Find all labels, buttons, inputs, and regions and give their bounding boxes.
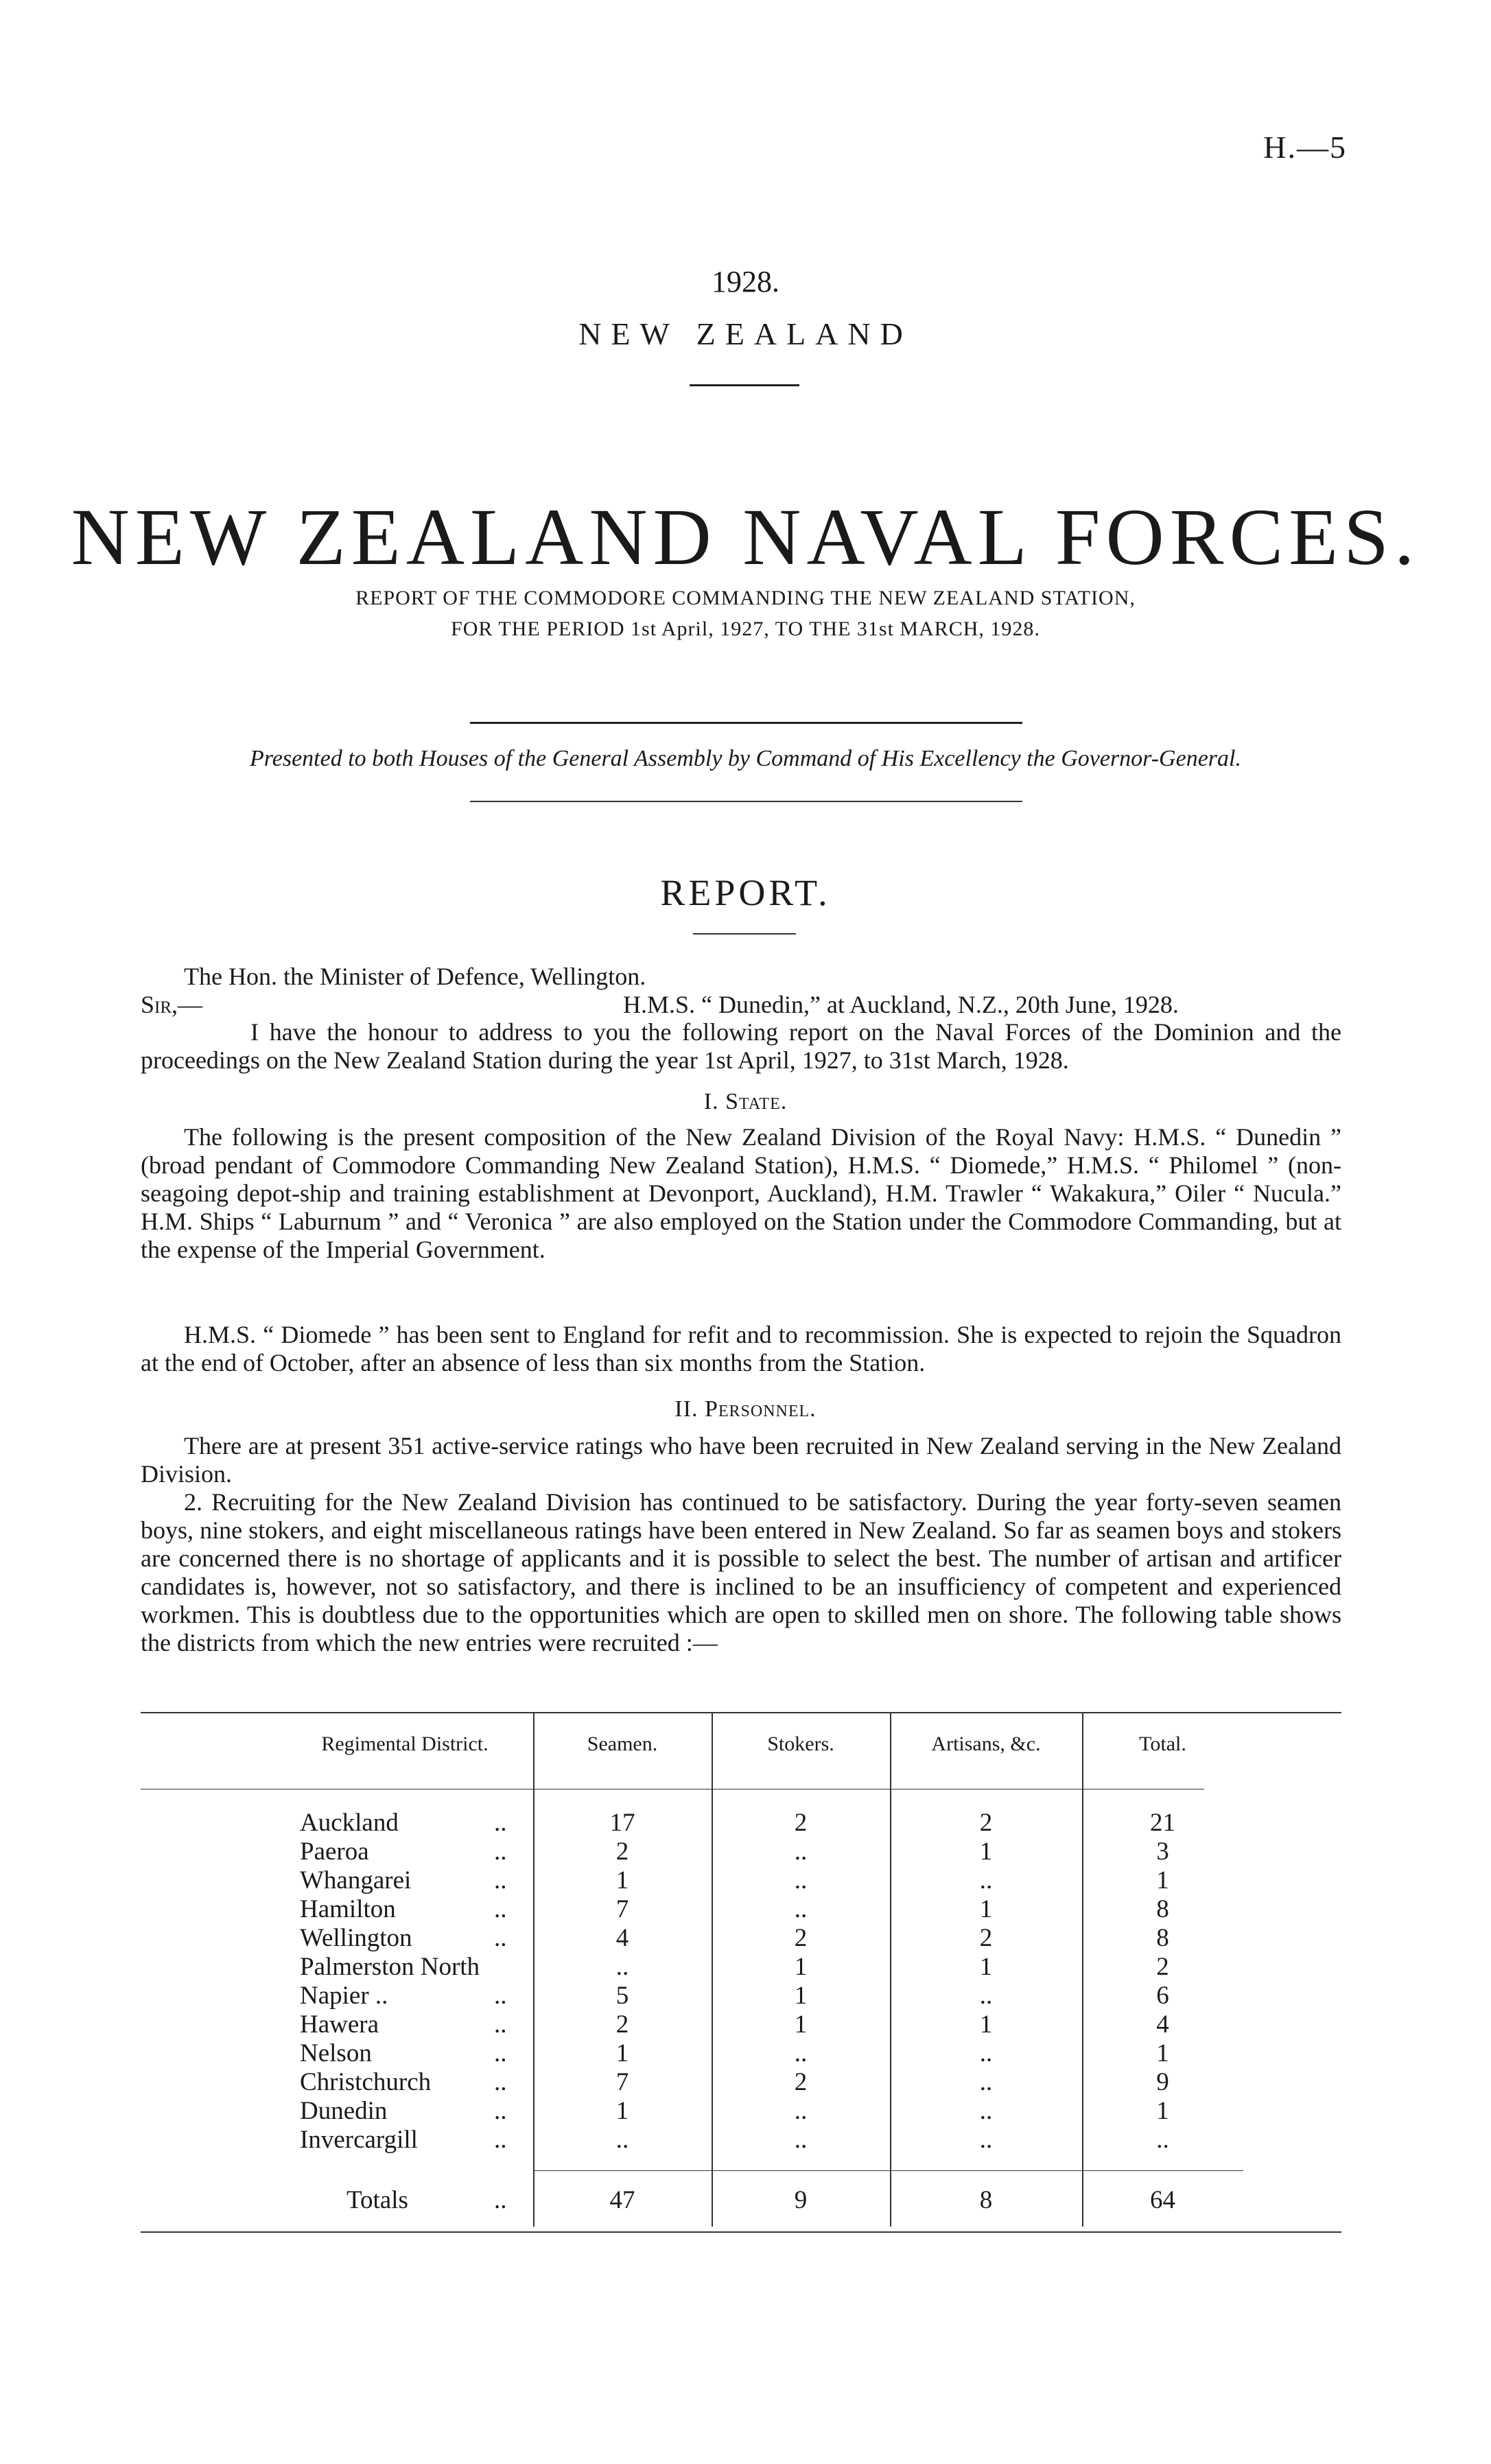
column-header-artisans: Artisans, &c. — [931, 1733, 1041, 1755]
total-value: 1 — [1156, 1866, 1169, 1894]
totals-total: 64 — [1150, 2186, 1175, 2214]
intro-paragraph: I have the honour to address to you the following report on the Naval Forces of the Dominion and the proceedings on the New Zealand Station during the year 1st April, 1927, to 31st March, 1928. — [141, 1018, 1341, 1074]
leader-dots: .. — [494, 1895, 507, 1923]
seamen-value: 17 — [609, 1809, 635, 1837]
table-row — [141, 2067, 1341, 2096]
artisans-value: .. — [979, 2039, 993, 2067]
artisans-value: .. — [979, 2097, 993, 2125]
seamen-value: .. — [615, 2126, 629, 2154]
stokers-value: 1 — [794, 1982, 808, 2010]
totals-seamen: 47 — [609, 2186, 635, 2214]
district-name: Christchurch — [300, 2068, 432, 2096]
subtitle-line-1: REPORT OF THE COMMODORE COMMANDING THE NEW ZEALAND STATION, — [355, 587, 1136, 609]
district-name: Dunedin — [300, 2097, 388, 2125]
seamen-value: 1 — [615, 2039, 629, 2067]
table-bottom-rule — [141, 2231, 1341, 2233]
section-heading-state: I. State. — [703, 1089, 788, 1114]
artisans-value: 2 — [979, 1924, 993, 1952]
total-value: 6 — [1156, 1982, 1169, 2010]
leader-dots: .. — [494, 1838, 507, 1866]
column-header-total: Total. — [1139, 1733, 1186, 1755]
seamen-value: 2 — [615, 1838, 629, 1866]
leader-dots: .. — [494, 2039, 507, 2067]
artisans-value: 1 — [979, 1895, 993, 1923]
table-row — [141, 2039, 1341, 2067]
table-row — [141, 1952, 1341, 1981]
table-row — [141, 1894, 1341, 1923]
divider — [470, 722, 1022, 724]
country-heading: NEW ZEALAND — [578, 316, 913, 351]
table-top-rule — [141, 1712, 1341, 1713]
stokers-value: .. — [794, 2097, 808, 2125]
total-value: 3 — [1156, 1838, 1169, 1866]
table-row — [141, 2125, 1341, 2154]
district-name: Hamilton — [300, 1895, 396, 1923]
presented-line: Presented to both Houses of the General Assembly by Command of His Excellency the Governor-General. — [250, 746, 1241, 771]
artisans-value: .. — [979, 1982, 993, 2010]
seamen-value: 7 — [615, 2068, 629, 2096]
artisans-value: .. — [979, 1866, 993, 1894]
table-row — [141, 1866, 1341, 1894]
totals-row — [141, 2185, 1341, 2214]
leader-dots: .. — [494, 2010, 507, 2039]
totals-artisans: 8 — [979, 2186, 993, 2214]
totals-rule — [533, 2170, 1243, 2171]
table-row — [141, 2096, 1341, 2125]
seamen-value: 4 — [615, 1924, 629, 1952]
total-value: 9 — [1156, 2068, 1169, 2096]
divider — [690, 384, 799, 386]
document-code: H.—5 — [1263, 130, 1347, 165]
total-value: .. — [1156, 2126, 1169, 2154]
table-row — [141, 2010, 1341, 2039]
totals-label: Totals — [347, 2186, 408, 2214]
artisans-value: 1 — [979, 2010, 993, 2039]
total-value: 8 — [1156, 1924, 1169, 1952]
stokers-value: 1 — [794, 1953, 808, 1981]
district-name: Paeroa — [300, 1838, 369, 1866]
seamen-value: 2 — [615, 2010, 629, 2039]
state-paragraph-2: H.M.S. “ Diomede ” has been sent to England for refit and to recommission. She is expected to rejoin the Squadron at the end of October, after an absence of less than six months from the Station. — [141, 1321, 1341, 1376]
district-name: Wellington — [300, 1924, 412, 1952]
column-header-seamen: Seamen. — [587, 1733, 658, 1755]
year: 1928. — [712, 265, 779, 298]
seamen-value: 1 — [615, 1866, 629, 1894]
leader-dots: .. — [494, 2068, 507, 2096]
letter-origin: H.M.S. “ Dunedin,” at Auckland, N.Z., 20th June, 1928. — [623, 991, 1179, 1018]
section-heading-personnel: II. Personnel. — [674, 1396, 817, 1422]
stokers-value: 2 — [794, 2068, 808, 2096]
header-rule — [141, 1789, 1204, 1790]
artisans-value: 1 — [979, 1838, 993, 1866]
total-value: 2 — [1156, 1953, 1169, 1981]
leader-dots: .. — [494, 1809, 507, 1837]
seamen-value: 7 — [615, 1895, 629, 1923]
district-name: Invercargill — [300, 2126, 418, 2154]
stokers-value: 2 — [794, 1809, 808, 1837]
district-name: Hawera — [300, 2010, 379, 2039]
divider — [693, 933, 796, 935]
divider — [470, 801, 1022, 802]
stokers-value: .. — [794, 1895, 808, 1923]
total-value: 1 — [1156, 2097, 1169, 2125]
leader-dots: .. — [494, 1982, 507, 2010]
personnel-paragraph-2: 2. Recruiting for the New Zealand Division has continued to be satisfactory. During the year forty-seven seamen boys, nine stokers, and eight miscellaneous ratings have been entered in New Zealand. So far as seamen boys and stokers are concerned there is no shortage of applicants and it is possible to select the best. The number of artisan and artificer candidates is, however, not so satisfactory, and there is inclined to be an insufficiency of competent and experienced workmen. This is doubtless due to the opportunities which are open to skilled men on shore. The following table shows the districts from which the new entries were recruited :— — [141, 1488, 1341, 1656]
column-header-stokers: Stokers. — [767, 1733, 834, 1755]
stokers-value: .. — [794, 1838, 808, 1866]
leader-dots: .. — [494, 2097, 507, 2125]
totals-dots: .. — [494, 2186, 507, 2214]
leader-dots: .. — [494, 1866, 507, 1894]
leader-dots: .. — [494, 2126, 507, 2154]
total-value: 8 — [1156, 1895, 1169, 1923]
recruits-table — [141, 1712, 1341, 2233]
main-title: NEW ZEALAND NAVAL FORCES. — [71, 492, 1420, 582]
artisans-value: .. — [979, 2126, 993, 2154]
district-name: Napier .. — [300, 1982, 388, 2010]
stokers-value: 2 — [794, 1924, 808, 1952]
report-heading: REPORT. — [660, 872, 831, 913]
column-header-district: Regimental District. — [321, 1733, 489, 1755]
salutation: Sir,— — [141, 991, 203, 1018]
district-name: Whangarei — [300, 1866, 412, 1894]
artisans-value: 1 — [979, 1953, 993, 1981]
seamen-value: 5 — [615, 1982, 629, 2010]
district-name: Auckland — [300, 1809, 399, 1837]
stokers-value: .. — [794, 1866, 808, 1894]
artisans-value: 2 — [979, 1809, 993, 1837]
addressee: The Hon. the Minister of Defence, Wellington. — [184, 963, 646, 990]
table-row — [141, 1923, 1341, 1952]
stokers-value: 1 — [794, 2010, 808, 2039]
personnel-paragraph-1: There are at present 351 active-service ratings who have been recruited in New Zealand serving in the New Zealand Division. — [141, 1432, 1341, 1488]
state-paragraph-1: The following is the present composition of the New Zealand Division of the Royal Navy: H.M.S. “ Dunedin ” (broad pendant of Commodore Commanding New Zealand Station), H.M.S. “ Diomede,” H.M.S. “ Philomel ” (non-seagoing depot-ship and training establishment at Devonport, Auckland), H.M. Trawler “ Wakakura,” Oiler “ Nucula.” H.M. Ships “ Laburnum ” and “ Veronica ” are also employed on the Station under the Commodore Commanding, but at the expense of the Imperial Government. — [141, 1123, 1341, 1263]
seamen-value: 1 — [615, 2097, 629, 2125]
table-row — [141, 1808, 1341, 1837]
table-row — [141, 1837, 1341, 1866]
stokers-value: .. — [794, 2126, 808, 2154]
table-row — [141, 1981, 1341, 2010]
totals-stokers: 9 — [794, 2186, 808, 2214]
district-name: Nelson — [300, 2039, 372, 2067]
district-name: Palmerston North — [300, 1953, 480, 1981]
total-value: 1 — [1156, 2039, 1169, 2067]
seamen-value: .. — [615, 1953, 629, 1981]
leader-dots: .. — [494, 1924, 507, 1952]
artisans-value: .. — [979, 2068, 993, 2096]
subtitle-line-2: FOR THE PERIOD 1st April, 1927, TO THE 31st MARCH, 1928. — [451, 618, 1040, 640]
stokers-value: .. — [794, 2039, 808, 2067]
total-value: 4 — [1156, 2010, 1169, 2039]
total-value: 21 — [1150, 1809, 1175, 1837]
